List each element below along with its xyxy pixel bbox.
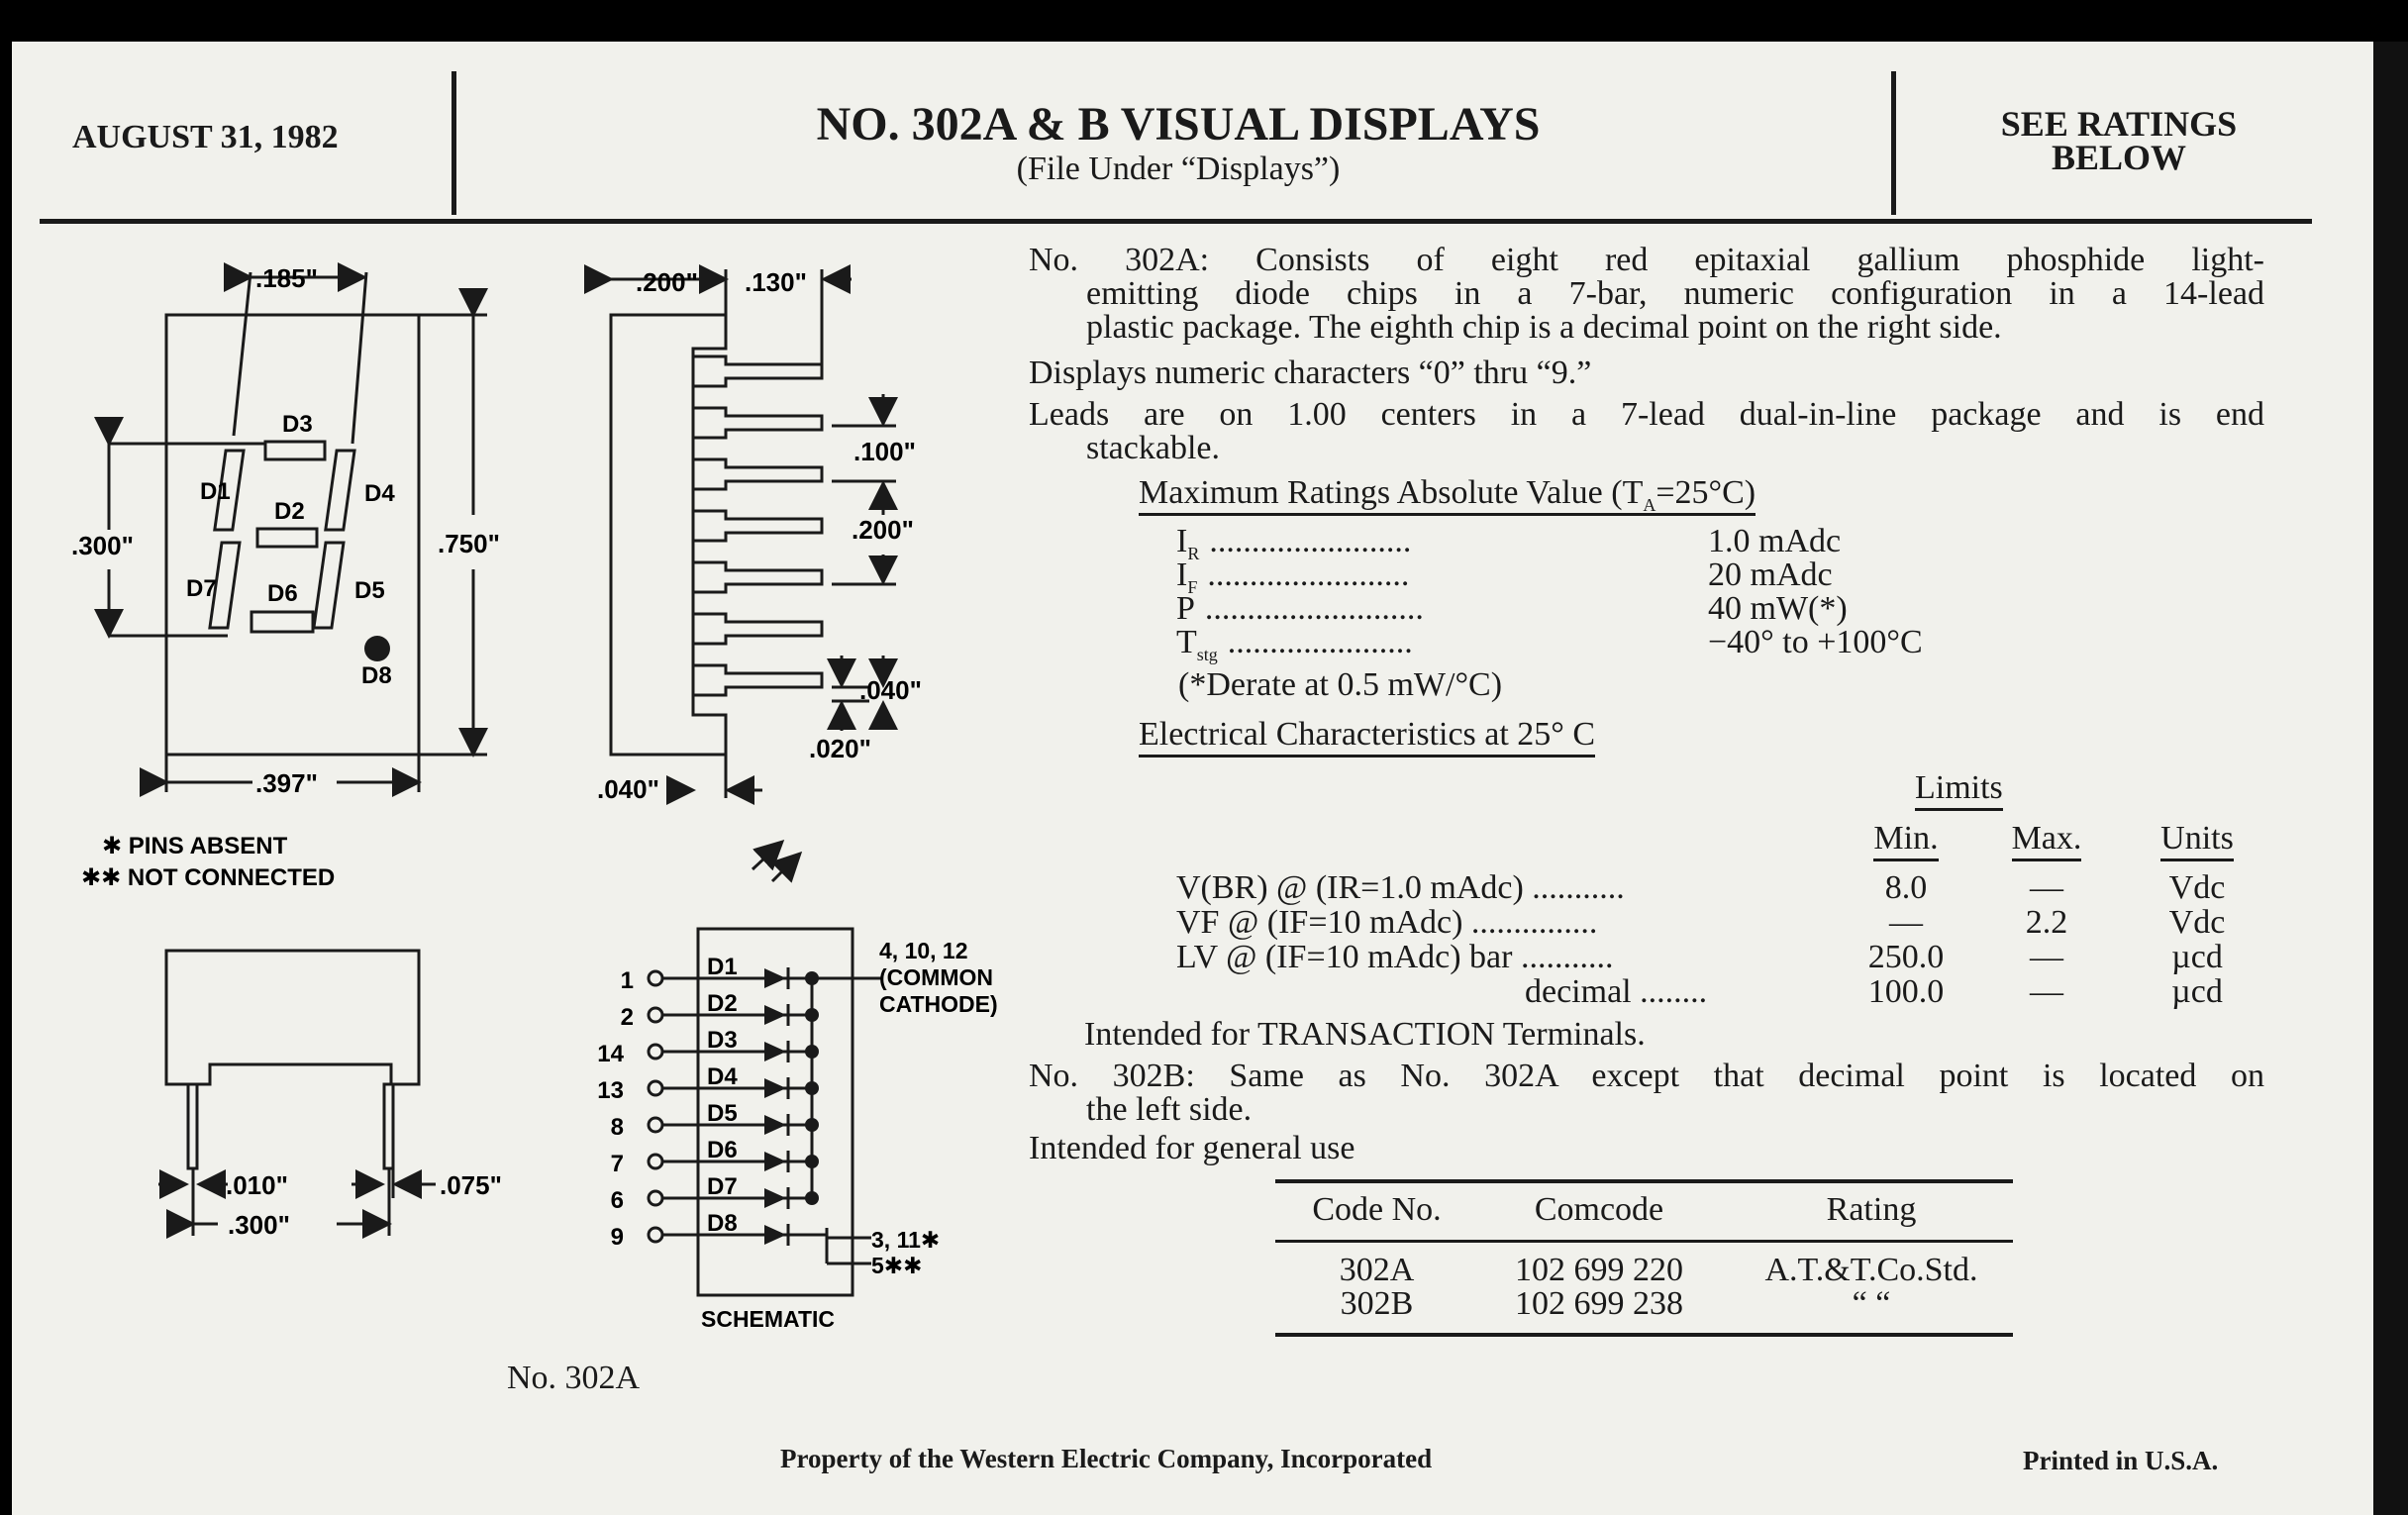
electrical-param: LV @ (IF=10 mAdc) bar ...........	[1176, 939, 1614, 975]
dim-label-040b: .040"	[859, 675, 922, 705]
dim-label-300b: .300"	[228, 1210, 290, 1240]
code-header-code: Code No.	[1312, 1191, 1442, 1228]
col-units-header	[2143, 822, 2252, 856]
electrical-units: µcd	[2171, 973, 2223, 1010]
schematic-pin-number: 14	[597, 1041, 624, 1067]
electrical-min: 250.0	[1867, 939, 1945, 975]
code-code: 302A	[1339, 1252, 1415, 1288]
pin-left	[188, 1084, 197, 1168]
rating-value: −40° to +100°C	[1708, 624, 1923, 660]
pin-right	[384, 1084, 393, 1168]
diode-symbol	[764, 1152, 786, 1171]
common-label-2: (COMMON	[879, 964, 993, 990]
electrical-max: 2.2	[2025, 904, 2068, 941]
dim-label-200: .200"	[636, 267, 698, 297]
derate-note: (*Derate at 0.5 mW/°C)	[1178, 666, 1503, 703]
schematic-pin-terminal	[649, 1228, 662, 1242]
issue-date: AUGUST 31, 1982	[72, 119, 339, 155]
electrical-max: —	[2030, 869, 2063, 906]
extension-185-right	[352, 272, 366, 444]
intended-general: Intended for general use	[1029, 1130, 1355, 1166]
schematic-diode-label: D1	[707, 954, 738, 980]
rating-value: 1.0 mAdc	[1708, 523, 1842, 559]
rating-symbol-main: T	[1176, 624, 1197, 660]
dim-label-020: .020"	[809, 734, 871, 763]
segment-d4	[326, 451, 354, 530]
rating-leader-dots: ..........................	[1204, 590, 1424, 627]
dim-label-075: .075"	[440, 1170, 502, 1200]
schematic-pin-number: 2	[620, 1004, 634, 1031]
code-header-rating: Rating	[1826, 1191, 1917, 1228]
schematic-pin-terminal	[649, 1191, 662, 1205]
electrical-param: V(BR) @ (IR=1.0 mAdc) ...........	[1176, 869, 1625, 906]
schematic-pin-number: 1	[620, 967, 634, 994]
figure-caption: No. 302A	[507, 1360, 641, 1396]
max-ratings-title-sub: A	[1643, 494, 1656, 515]
diode-symbol	[764, 1078, 786, 1098]
schematic-diode-label: D5	[707, 1100, 738, 1127]
max-ratings-title-text: Maximum Ratings Absolute Value (T	[1139, 474, 1644, 511]
rating-symbol-sub: F	[1187, 576, 1198, 597]
side-view-leads	[693, 356, 822, 695]
label-d2: D2	[274, 498, 305, 525]
electrical-param: decimal ........	[1525, 973, 1708, 1010]
display-bottom-outline	[166, 951, 419, 1084]
dim-label-010: .010"	[226, 1170, 288, 1200]
segment-d6	[251, 612, 313, 632]
segment-d3	[265, 442, 325, 459]
schematic-pin-terminal	[649, 1155, 662, 1168]
code-code: 302B	[1340, 1285, 1414, 1322]
extension-185-left	[234, 272, 251, 436]
common-label-3: CATHODE)	[879, 991, 998, 1017]
diode-symbol	[764, 1225, 786, 1245]
dim-label-397: .397"	[255, 768, 318, 798]
schematic-diode-rows	[597, 954, 827, 1251]
rating-leader-dots: ......................	[1227, 624, 1413, 660]
dim-label-200b: .200"	[852, 515, 914, 545]
schematic-pin-terminal	[649, 971, 662, 985]
code-table-header-rule	[1275, 1240, 2013, 1243]
schematic-pin-terminal	[649, 1081, 662, 1095]
schematic-pin-terminal	[649, 1118, 662, 1132]
dim-label-040a: .040"	[597, 774, 659, 804]
absent-pins-label: 3, 11✱	[871, 1227, 941, 1253]
schematic-pin-terminal	[649, 1045, 662, 1059]
rating-symbol	[1176, 626, 1413, 671]
col-units-header-text: Units	[2160, 820, 2234, 861]
diode-symbol	[764, 1188, 786, 1208]
rating-leader-dots: ........................	[1207, 556, 1410, 593]
paragraph-302b	[1029, 1060, 2264, 1127]
code-comcode: 102 699 220	[1515, 1252, 1683, 1288]
schematic-pin-number: 13	[597, 1077, 624, 1104]
para-302b-line2: the left side.	[1086, 1091, 1253, 1128]
segment-d8	[364, 636, 390, 661]
note-not-connected: ✱✱ NOT CONNECTED	[81, 864, 336, 891]
paragraph-displays: Displays numeric characters “0” thru “9.”	[1029, 354, 1592, 391]
dim-label-100: .100"	[853, 437, 916, 466]
col-max-header-text: Max.	[2012, 820, 2082, 861]
para-302a-line1: No. 302A: Consists of eight red epitaxial gallium phosphide light-	[1029, 242, 2264, 278]
footer-printed: Printed in U.S.A.	[2023, 1446, 2219, 1475]
code-rating: A.T.&T.Co.Std.	[1764, 1252, 1978, 1288]
note-pins-absent: ✱ PINS ABSENT	[102, 833, 288, 859]
label-d7: D7	[186, 575, 217, 602]
electrical-units: Vdc	[2168, 904, 2226, 941]
electrical-min: 100.0	[1867, 973, 1945, 1010]
document-title: NO. 302A & B VISUAL DISPLAYS	[816, 98, 1541, 151]
schematic-label: SCHEMATIC	[701, 1306, 836, 1332]
rating-value: 20 mAdc	[1708, 556, 1833, 593]
segment-d2	[257, 529, 317, 547]
schematic-pin-number: 9	[610, 1224, 624, 1251]
label-d6: D6	[267, 580, 298, 607]
label-d5: D5	[354, 577, 385, 604]
electrical-max: —	[2030, 973, 2063, 1010]
para-leads-line1: Leads are on 1.00 centers in a 7-lead dual-in-line package and is end	[1029, 396, 2264, 433]
electrical-min: —	[1889, 904, 1923, 941]
electrical-param: VF @ (IF=10 mAdc) ...............	[1176, 904, 1598, 941]
ratings-note-line1: SEE RATINGS	[2000, 104, 2238, 144]
intended-transaction: Intended for TRANSACTION Terminals.	[1084, 1016, 1646, 1053]
schematic-pin-terminal	[649, 1008, 662, 1022]
limits-header	[1915, 768, 2003, 809]
label-d8: D8	[361, 662, 392, 689]
rating-value: 40 mW(*)	[1708, 590, 1848, 627]
col-max-header	[1992, 822, 2101, 856]
schematic-pin-number: 7	[610, 1151, 624, 1177]
rating-symbol-main: P	[1176, 590, 1195, 627]
electrical-min: 8.0	[1884, 869, 1928, 906]
dim-label-185: .185"	[255, 263, 318, 293]
electrical-units: Vdc	[2168, 869, 2226, 906]
schematic-diode-label: D8	[707, 1210, 738, 1237]
diode-symbol	[764, 968, 786, 988]
rating-symbol-sub: R	[1187, 543, 1200, 563]
paragraph-302a	[1029, 244, 2264, 345]
document-subtitle: (File Under “Displays”)	[1016, 151, 1341, 187]
code-table-bottom-rule	[1275, 1333, 2013, 1337]
light-arrow-1	[752, 842, 782, 869]
rating-symbol-main: I	[1176, 556, 1188, 593]
para-302a-line2: emitting diode chips in a 7-bar, numeric configuration in a 14-lead	[1086, 275, 2264, 312]
rating-symbol-main: I	[1176, 523, 1188, 559]
display-side-outline	[611, 315, 726, 755]
schematic-diode-label: D6	[707, 1137, 738, 1163]
electrical-title	[1139, 715, 1595, 756]
code-header-comcode: Comcode	[1534, 1191, 1664, 1228]
schematic-pin-number: 6	[610, 1187, 624, 1214]
schematic-diode-label: D7	[707, 1173, 738, 1200]
electrical-title-text: Electrical Characteristics at 25° C	[1139, 716, 1595, 758]
para-302b-line1: No. 302B: Same as No. 302A except that decimal point is located on	[1029, 1058, 2264, 1094]
rating-leader-dots: ........................	[1209, 523, 1412, 559]
schematic-diode-label: D2	[707, 990, 738, 1017]
label-d3: D3	[282, 411, 313, 438]
code-table-top-rule	[1275, 1179, 2013, 1183]
not-connected-label: 5✱✱	[871, 1253, 923, 1278]
segment-d5	[314, 543, 344, 628]
code-rating: “ “	[1852, 1285, 1891, 1322]
ratings-note-line2: BELOW	[2051, 138, 2187, 177]
light-arrow-2	[772, 854, 800, 881]
rating-symbol-sub: stg	[1196, 644, 1218, 664]
diode-symbol	[764, 1005, 786, 1025]
paragraph-leads	[1029, 398, 2264, 465]
para-302a-line3: plastic package. The eighth chip is a decimal point on the right side.	[1086, 309, 2002, 346]
limits-header-text: Limits	[1915, 769, 2003, 811]
max-ratings-title	[1139, 473, 1756, 516]
code-comcode: 102 699 238	[1515, 1285, 1683, 1322]
label-d4: D4	[364, 480, 395, 507]
dim-label-750: .750"	[438, 529, 500, 558]
schematic-diode-label: D4	[707, 1063, 738, 1090]
diode-symbol	[764, 1115, 786, 1135]
electrical-units: µcd	[2171, 939, 2223, 975]
para-leads-line2: stackable.	[1086, 430, 1220, 466]
schematic-pin-number: 8	[610, 1114, 624, 1141]
schematic-diode-label: D3	[707, 1027, 738, 1054]
label-d1: D1	[200, 478, 231, 505]
common-label-1: 4, 10, 12	[879, 938, 968, 963]
dim-label-300: .300"	[71, 531, 134, 560]
electrical-max: —	[2030, 939, 2063, 975]
col-min-header	[1852, 822, 1960, 856]
diode-symbol	[764, 1042, 786, 1061]
dim-label-130: .130"	[745, 267, 807, 297]
max-ratings-title-end: =25°C)	[1656, 474, 1756, 511]
col-min-header-text: Min.	[1873, 820, 1938, 861]
footer-property: Property of the Western Electric Company, Incorporated	[780, 1444, 1433, 1473]
